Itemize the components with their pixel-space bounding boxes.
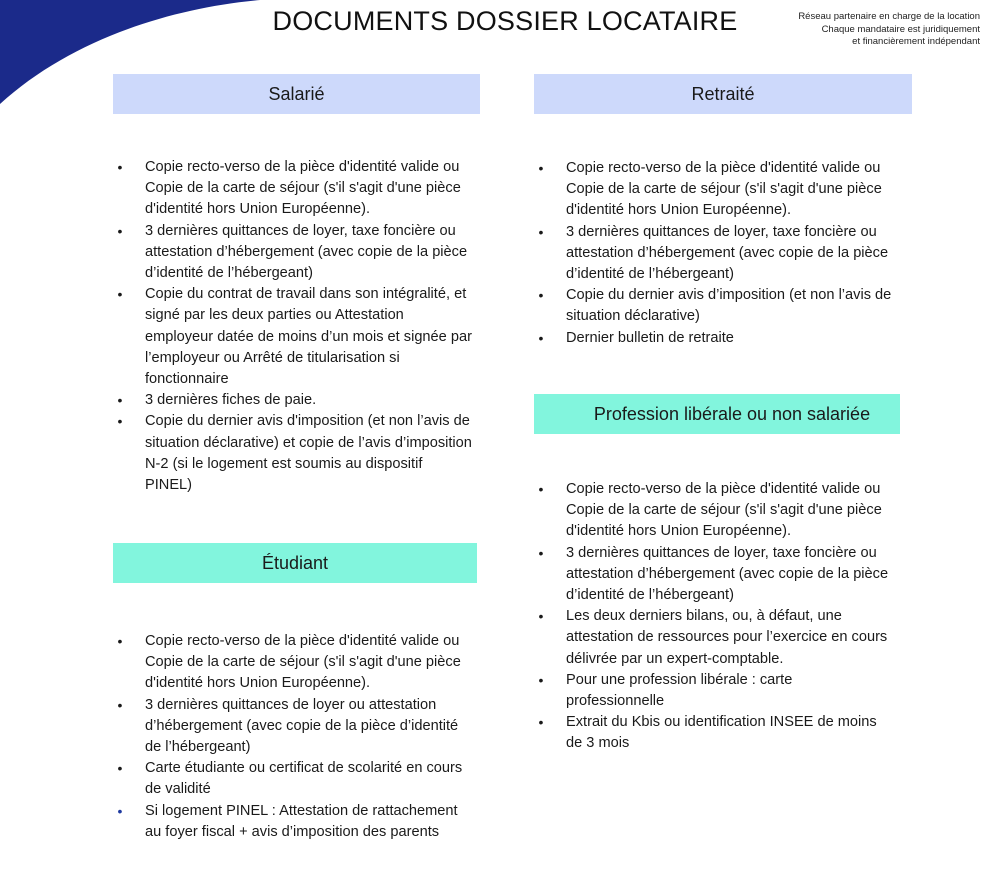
list-item: • Copie recto-verso de la pièce d'identité valide ou Copie de la carte de séjour (s'il s'agit d'une pièce d'identité hors Union Européenne).: [534, 479, 894, 543]
list-item: • Copie du contrat de travail dans son intégralité, et signé par les deux parties ou Attestation employeur datée de moins d’un mois et signée par l’employeur ou Arrêté de titularisation si fonctionnaire: [113, 284, 473, 390]
bullet-icon: •: [117, 696, 123, 713]
section-header-etudiant: [113, 543, 477, 583]
bullet-icon: •: [538, 287, 544, 304]
document-list-retraite: [534, 158, 894, 349]
bullet-icon: •: [117, 802, 123, 819]
bullet-icon: •: [538, 608, 544, 625]
bullet-icon: •: [538, 223, 544, 240]
document-list-etudiant: [113, 631, 473, 843]
bullet-icon: •: [538, 544, 544, 561]
list-item: • Copie du dernier avis d’imposition (et non l’avis de situation déclarative): [534, 285, 894, 327]
list-item: • Si logement PINEL : Attestation de rattachement au foyer fiscal + avis d’imposition des parents: [113, 801, 473, 843]
bullet-icon: •: [117, 760, 123, 777]
bullet-icon: •: [538, 671, 544, 688]
bullet-icon: •: [117, 413, 123, 430]
bullet-icon: •: [538, 714, 544, 731]
list-item: • 3 dernières quittances de loyer, taxe foncière ou attestation d’hébergement (avec copie de la pièce d’identité de l’hébergeant): [534, 222, 894, 286]
list-item: • Dernier bulletin de retraite: [534, 328, 894, 349]
bullet-icon: •: [538, 160, 544, 176]
section-header-retraite: [534, 74, 912, 114]
list-item: • Pour une profession libérale : carte professionnelle: [534, 670, 894, 712]
list-item: • 3 dernières quittances de loyer, taxe foncière ou attestation d’hébergement (avec copie de la pièce d’identité de l’hébergeant): [113, 221, 473, 285]
disclaimer: [798, 11, 980, 49]
section-title: Salarié: [268, 83, 325, 104]
list-item: • Copie recto-verso de la pièce d'identité valide ou Copie de la carte de séjour (s'il s'agit d'une pièce d'identité hors Union Européenne).: [113, 157, 473, 221]
disclaimer-line: Réseau partenaire en charge de la location: [798, 11, 980, 22]
page-title: DOCUMENTS DOSSIER LOCATAIRE: [272, 6, 738, 36]
bullet-icon: •: [117, 222, 123, 239]
section-title: Retraité: [691, 83, 755, 104]
bullet-icon: •: [117, 159, 123, 175]
list-item: • Copie recto-verso de la pièce d'identité valide ou Copie de la carte de séjour (s'il s'agit d'une pièce d'identité hors Union Européenne).: [534, 158, 894, 222]
document-list-liberale: [534, 479, 894, 755]
bullet-icon: •: [538, 481, 544, 497]
list-item: • Copie du dernier avis d'imposition (et non l’avis de situation déclarative) et copie de l’avis d’imposition N-2 (si le logement est soumis au dispositif PINEL): [113, 411, 473, 496]
disclaimer-line: Chaque mandataire est juridiquement: [821, 23, 980, 35]
section-header-liberale: [534, 394, 900, 434]
bullet-icon: •: [117, 633, 123, 649]
list-item: • Copie recto-verso de la pièce d'identité valide ou Copie de la carte de séjour (s'il s'agit d'une pièce d'identité hors Union Européenne).: [113, 631, 473, 695]
document-list-salarie: [113, 157, 473, 496]
bullet-icon: •: [117, 392, 123, 409]
section-header-salarie: [113, 74, 480, 114]
section-title: Étudiant: [261, 552, 329, 573]
list-item: • Les deux derniers bilans, ou, à défaut, une attestation de ressources pour l’exercice en cours délivrée par un expert-comptable.: [534, 606, 894, 670]
disclaimer-line: et financièrement indépendant: [852, 36, 980, 47]
list-item: • Carte étudiante ou certificat de scolarité en cours de validité: [113, 758, 473, 800]
list-item: • Extrait du Kbis ou identification INSEE de moins de 3 mois: [534, 712, 894, 754]
bullet-icon: •: [538, 329, 544, 346]
list-item: • 3 dernières quittances de loyer ou attestation d’hébergement (avec copie de la pièce d’identité de l’hébergeant): [113, 695, 473, 759]
list-item: • 3 dernières quittances de loyer, taxe foncière ou attestation d’hébergement (avec copie de la pièce d’identité de l’hébergeant): [534, 543, 894, 607]
list-item: • 3 dernières fiches de paie.: [113, 390, 473, 411]
section-title: Profession libérale ou non salariée: [593, 403, 871, 424]
bullet-icon: •: [117, 286, 123, 303]
